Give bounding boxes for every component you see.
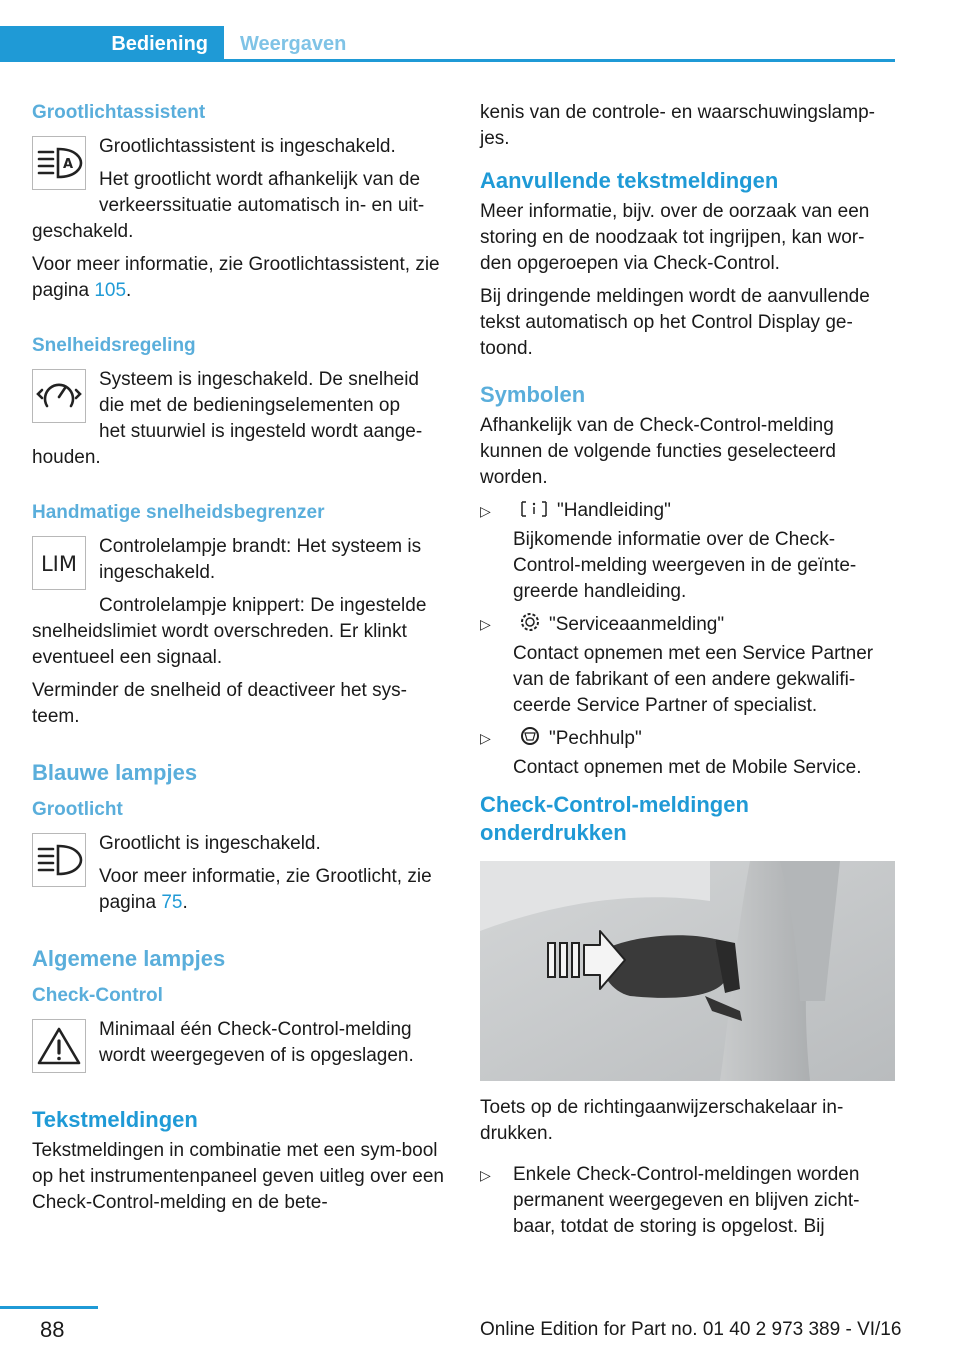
onderdrukken-p1: Toets op de richtingaanwijzerschakelaar in-drukken.	[480, 1097, 844, 1144]
cruise-control-icon	[32, 369, 86, 423]
tab-bediening[interactable]: Bediening	[0, 26, 224, 62]
manual-icon	[519, 499, 549, 527]
right-column	[480, 100, 895, 1246]
begrenzer-block	[32, 534, 447, 619]
grootlichtassistent-p3: Voor meer informatie, zie Grootlichtassistent, zie pagina 105.	[32, 254, 440, 301]
high-beam-icon	[32, 833, 86, 887]
tab-weergaven[interactable]: Weergaven	[240, 33, 347, 55]
edition-text: Online Edition for Part no. 01 40 2 973 389 - VI/16	[480, 1319, 902, 1340]
speed-limiter-icon	[32, 536, 86, 590]
check-control-block	[32, 1017, 447, 1069]
snelheidsregeling-block	[32, 367, 447, 445]
triangle-bullet-icon: ▷	[480, 1167, 491, 1183]
page-link-75[interactable]: 75	[161, 892, 183, 913]
heading-onderdrukken: Check-Control-meldingen onderdrukken	[480, 792, 749, 845]
grootlicht-p2: Voor meer informatie, zie Grootlicht, zie pagina 75.	[99, 866, 432, 913]
heading-check-control: Check-Control	[32, 985, 163, 1006]
grootlichtassistent-p1: Grootlichtassistent is ingeschakeld.	[99, 136, 396, 157]
symbolen-p1: Afhankelijk van de Check-Control-melding kunnen de volgende functies geselecteerd worden.	[480, 415, 836, 488]
onderdrukken-list	[480, 1162, 895, 1240]
list-item: ▷ "Pechhulp" Contact opnemen met de Mobile Service.	[480, 725, 895, 781]
grootlichtassistent-p2-cont: geschakeld.	[32, 221, 134, 242]
page-number: 88	[40, 1317, 65, 1342]
snelheidsregeling-p1: Systeem is ingeschakeld. De snelheid die met de bedieningselementen op het stuurwiel is ingesteld wordt aange-	[99, 369, 423, 442]
triangle-bullet-icon: ▷	[480, 730, 491, 746]
begrenzer-p2: Controlelampje knippert: De ingestelde	[99, 595, 427, 616]
header-bar	[0, 26, 895, 62]
begrenzer-p2-cont: snelheidslimiet wordt overschreden. Er klinkt eventueel een signaal.	[32, 621, 407, 668]
grootlicht-p1: Grootlicht is ingeschakeld.	[99, 833, 321, 854]
footer-rule	[0, 1306, 98, 1309]
heading-blauwe-lampjes: Blauwe lampjes	[32, 760, 198, 785]
heading-grootlichtassistent: Grootlichtassistent	[32, 102, 206, 123]
grootlicht-block	[32, 831, 447, 916]
heading-snelheidsregeling: Snelheidsregeling	[32, 335, 196, 356]
heading-symbolen: Symbolen	[480, 382, 586, 407]
list-item: ▷ Enkele Check-Control-meldingen worden permanent weergegeven en blijven zicht-baar, totdat de storing is opgelost. Bij	[480, 1164, 860, 1237]
service-icon	[519, 611, 541, 641]
grootlichtassistent-p2: Het grootlicht wordt afhankelijk van de verkeerssituatie automatisch in- en uit-	[99, 169, 425, 216]
heading-tekstmeldingen: Tekstmeldingen	[32, 1107, 198, 1132]
page-link-105[interactable]: 105	[94, 280, 127, 301]
warning-triangle-icon	[32, 1019, 86, 1073]
begrenzer-p3: Verminder de snelheid of deactiveer het sys- teem.	[32, 680, 407, 727]
continued-paragraph: kenis van de controle- en waarschuwingslamp-jes.	[480, 102, 875, 149]
svg-text:LIM: LIM	[40, 552, 78, 576]
list-item: ▷ "Serviceaanmelding" Contact opnemen met een Service Partner van de fabrikant of een andere gekwalifi-ceerde Service Partner of specialist.	[480, 611, 895, 719]
list-item: ▷ "Handleiding" Bijkomende informatie over de Check-Control-melding weergeven in de geïnte-greerde handleiding.	[480, 500, 857, 602]
svg-text:A: A	[62, 157, 74, 172]
heading-aanvullende-tekstmeldingen: Aanvullende tekstmeldingen	[480, 168, 779, 193]
high-beam-assistant-icon	[32, 136, 86, 190]
heading-grootlicht: Grootlicht	[32, 799, 123, 820]
triangle-bullet-icon: ▷	[480, 503, 491, 519]
header-rule	[0, 59, 895, 62]
heading-algemene-lampjes: Algemene lampjes	[32, 946, 226, 971]
left-column	[32, 100, 447, 1223]
aanvullende-p1: Meer informatie, bijv. over de oorzaak van een storing en de noodzaak tot ingrijpen, kan wor-den opgeroepen via Check-Control.	[480, 201, 870, 274]
triangle-bullet-icon: ▷	[480, 616, 491, 632]
snelheidsregeling-p1-cont: houden.	[32, 447, 101, 468]
roadside-assistance-icon	[519, 725, 541, 755]
aanvullende-p2: Bij dringende meldingen wordt de aanvullende tekst automatisch op het Control Display ge-toond.	[480, 286, 870, 359]
symbol-list	[480, 498, 895, 781]
heading-snelheidsbegrenzer: Handmatige snelheidsbegrenzer	[32, 502, 325, 523]
tekstmeldingen-p1: Tekstmeldingen in combinatie met een sym-bool op het instrumentenpaneel geven uitleg over een Check-Control-melding en de bete-	[32, 1140, 444, 1213]
grootlichtassistent-block	[32, 134, 447, 219]
begrenzer-p1: Controlelampje brandt: Het systeem is ingeschakeld.	[99, 536, 422, 583]
turn-signal-lever-illustration	[480, 861, 895, 1081]
check-control-p1: Minimaal één Check-Control-melding wordt weergegeven of is opgeslagen.	[99, 1019, 414, 1066]
